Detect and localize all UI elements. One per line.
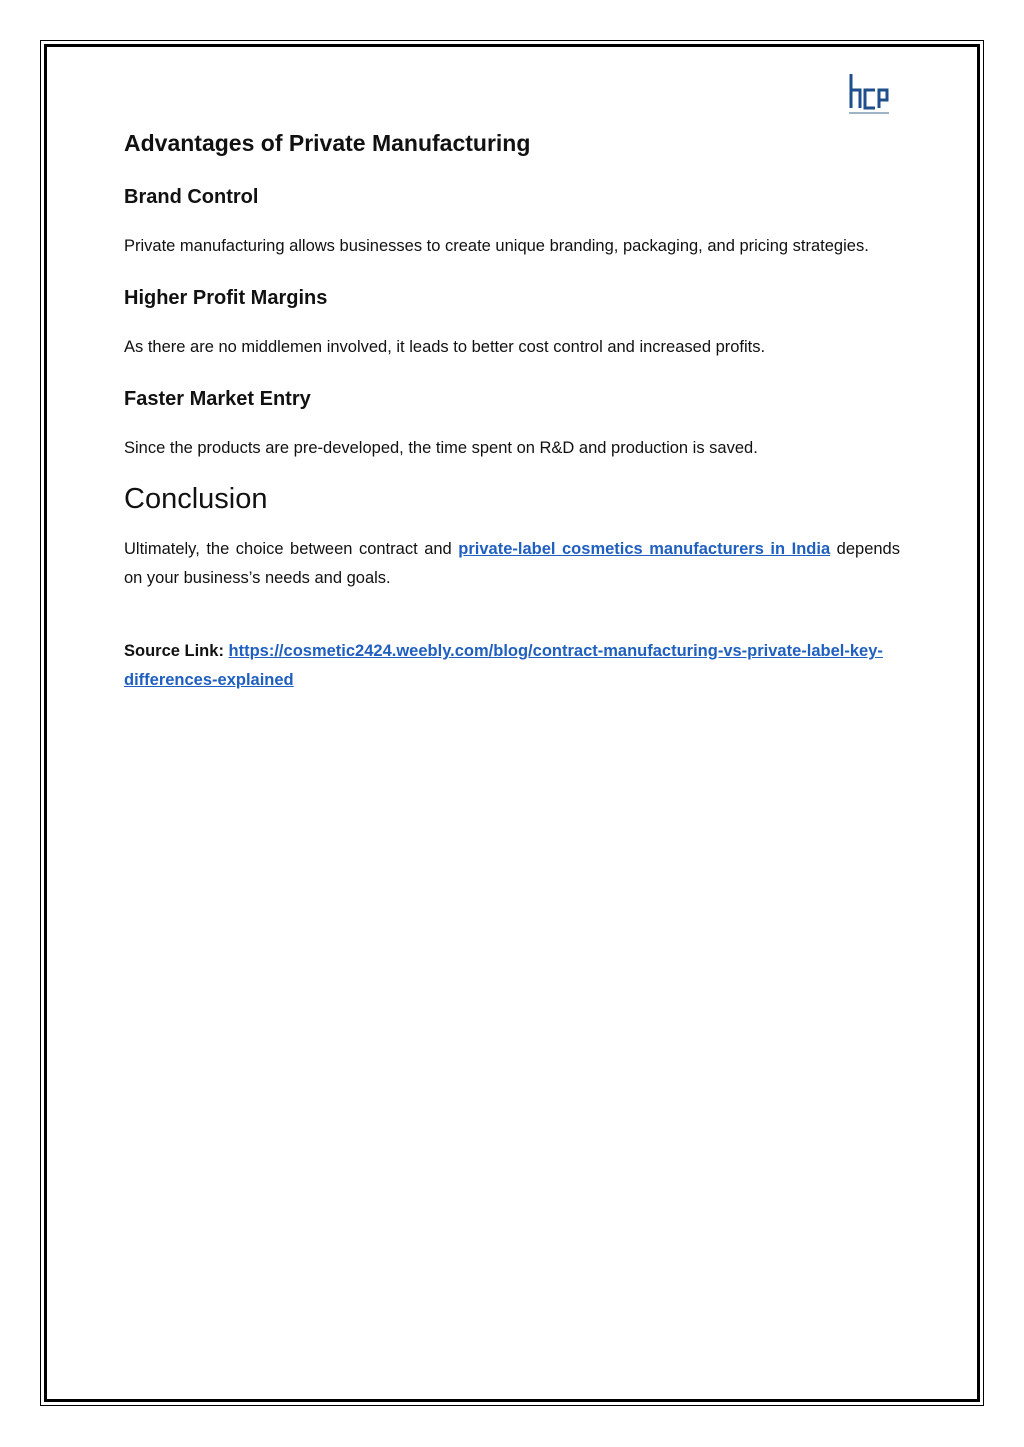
conclusion-text-before: Ultimately, the choice between contract and [124,540,459,558]
page-heading: Advantages of Private Manufacturing [124,130,531,156]
conclusion-heading: Conclusion [124,483,268,515]
conclusion-paragraph [124,535,900,593]
conclusion-text-after: depends on your business’s needs and goals. [124,540,900,587]
hcp-logo-icon [844,70,892,118]
section-body-higher-profit: As there are no middlemen involved, it leads to better cost control and increased profits. [124,338,766,356]
document-body [124,126,900,695]
section-title-higher-profit: Higher Profit Margins [124,287,328,309]
section-title-faster-entry: Faster Market Entry [124,388,311,410]
private-label-link[interactable]: private-label cosmetics manufacturers in India [458,540,831,558]
source-url-link[interactable]: https://cosmetic2424.weebly.com/blog/contract-manufacturing-vs-private-label-key-differences-explained [124,642,883,689]
source-line [124,637,900,695]
section-body-faster-entry: Since the products are pre-developed, the time spent on R&D and production is saved. [124,439,758,457]
source-label: Source Link: [124,642,224,660]
section-title-brand-control: Brand Control [124,186,259,208]
section-body-brand-control: Private manufacturing allows businesses to create unique branding, packaging, and pricing strategies. [124,237,869,255]
